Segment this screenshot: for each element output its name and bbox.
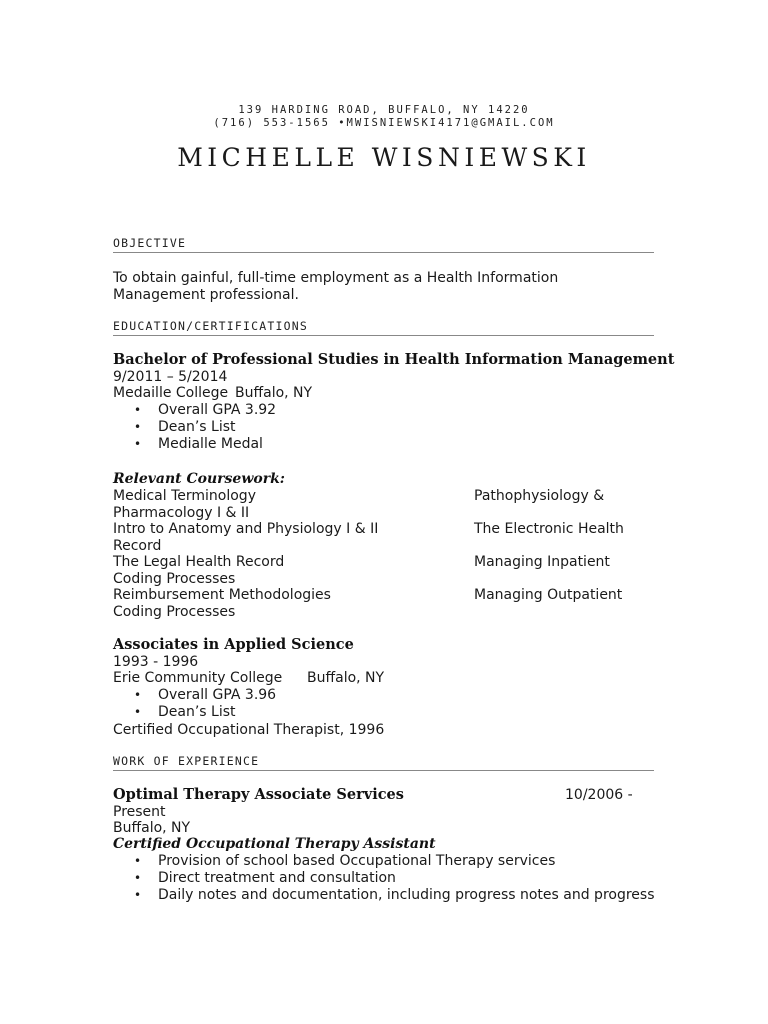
course-right: Managing Inpatient bbox=[474, 554, 610, 570]
course-right: The Electronic Health bbox=[474, 521, 624, 537]
list-item: • Daily notes and documentation, including progress notes and progress bbox=[134, 887, 655, 904]
address-line: 139 HARDING ROAD, BUFFALO, NY 14220 bbox=[238, 104, 530, 116]
bullet-icon: • bbox=[134, 403, 142, 417]
list-item: • Direct treatment and consultation bbox=[134, 870, 396, 887]
degree-honors-list bbox=[134, 402, 276, 454]
course-left: Coding Processes bbox=[113, 571, 236, 587]
coursework-heading: Relevant Coursework: bbox=[113, 471, 285, 487]
degree-location: Buffalo, NY bbox=[235, 385, 313, 401]
course-left: Pharmacology I & II bbox=[113, 505, 250, 521]
course-left: Medical Terminology bbox=[113, 488, 256, 504]
degree-school: Medaille College bbox=[113, 385, 229, 401]
course-left: Record bbox=[113, 538, 162, 554]
list-item: • Dean’s List bbox=[134, 419, 236, 436]
contact-line: (716) 553-1565 •MWISNIEWSKI4171@GMAIL.COM bbox=[213, 117, 555, 129]
job-end-date: Present bbox=[113, 804, 166, 820]
bullet-icon: • bbox=[134, 888, 142, 903]
bullet-icon: • bbox=[134, 420, 142, 435]
bullet-icon: • bbox=[134, 871, 142, 886]
list-item: • Provision of school based Occupational Therapy services bbox=[134, 853, 556, 869]
course-left: The Legal Health Record bbox=[113, 554, 285, 570]
job-location: Buffalo, NY bbox=[113, 820, 191, 836]
job-role: Certified Occupational Therapy Assistant bbox=[113, 836, 436, 852]
list-item: • Dean’s List bbox=[134, 704, 236, 721]
course-left: Coding Processes bbox=[113, 604, 236, 620]
course-left: Intro to Anatomy and Physiology I & II bbox=[113, 521, 379, 537]
candidate-name: MICHELLE WISNIEWSKI bbox=[177, 143, 591, 172]
course-left: Reimbursement Methodologies bbox=[113, 587, 331, 603]
degree-dates: 9/2011 – 5/2014 bbox=[113, 369, 228, 385]
degree-title: Bachelor of Professional Studies in Health Information Management bbox=[113, 351, 675, 368]
degree-dates: 1993 - 1996 bbox=[113, 654, 199, 670]
education-heading: EDUCATION/CERTIFICATIONS bbox=[113, 319, 654, 336]
bullet-icon: • bbox=[134, 854, 142, 868]
job-start-date: 10/2006 - bbox=[565, 787, 633, 803]
degree-school: Erie Community College bbox=[113, 670, 283, 686]
objective-heading: OBJECTIVE bbox=[113, 236, 654, 253]
bullet-icon: • bbox=[134, 688, 142, 702]
job-duties-list bbox=[134, 853, 655, 905]
list-item: • Overall GPA 3.92 bbox=[134, 402, 277, 418]
course-right: Pathophysiology & bbox=[474, 488, 605, 504]
bullet-icon: • bbox=[134, 705, 142, 720]
objective-text-line2: Management professional. bbox=[113, 287, 299, 303]
course-right: Managing Outpatient bbox=[474, 587, 623, 603]
list-item: • Medialle Medal bbox=[134, 436, 263, 453]
list-item: • Overall GPA 3.96 bbox=[134, 687, 277, 703]
degree-honors-list bbox=[134, 687, 276, 721]
bullet-icon: • bbox=[134, 437, 142, 452]
degree-location: Buffalo, NY bbox=[307, 670, 385, 686]
employer-name: Optimal Therapy Associate Services bbox=[113, 786, 404, 803]
objective-text-line1: To obtain gainful, full-time employment as a Health Information bbox=[113, 270, 559, 286]
certification-text: Certified Occupational Therapist, 1996 bbox=[113, 722, 385, 738]
experience-heading: WORK OF EXPERIENCE bbox=[113, 754, 654, 771]
degree-title: Associates in Applied Science bbox=[113, 636, 354, 653]
